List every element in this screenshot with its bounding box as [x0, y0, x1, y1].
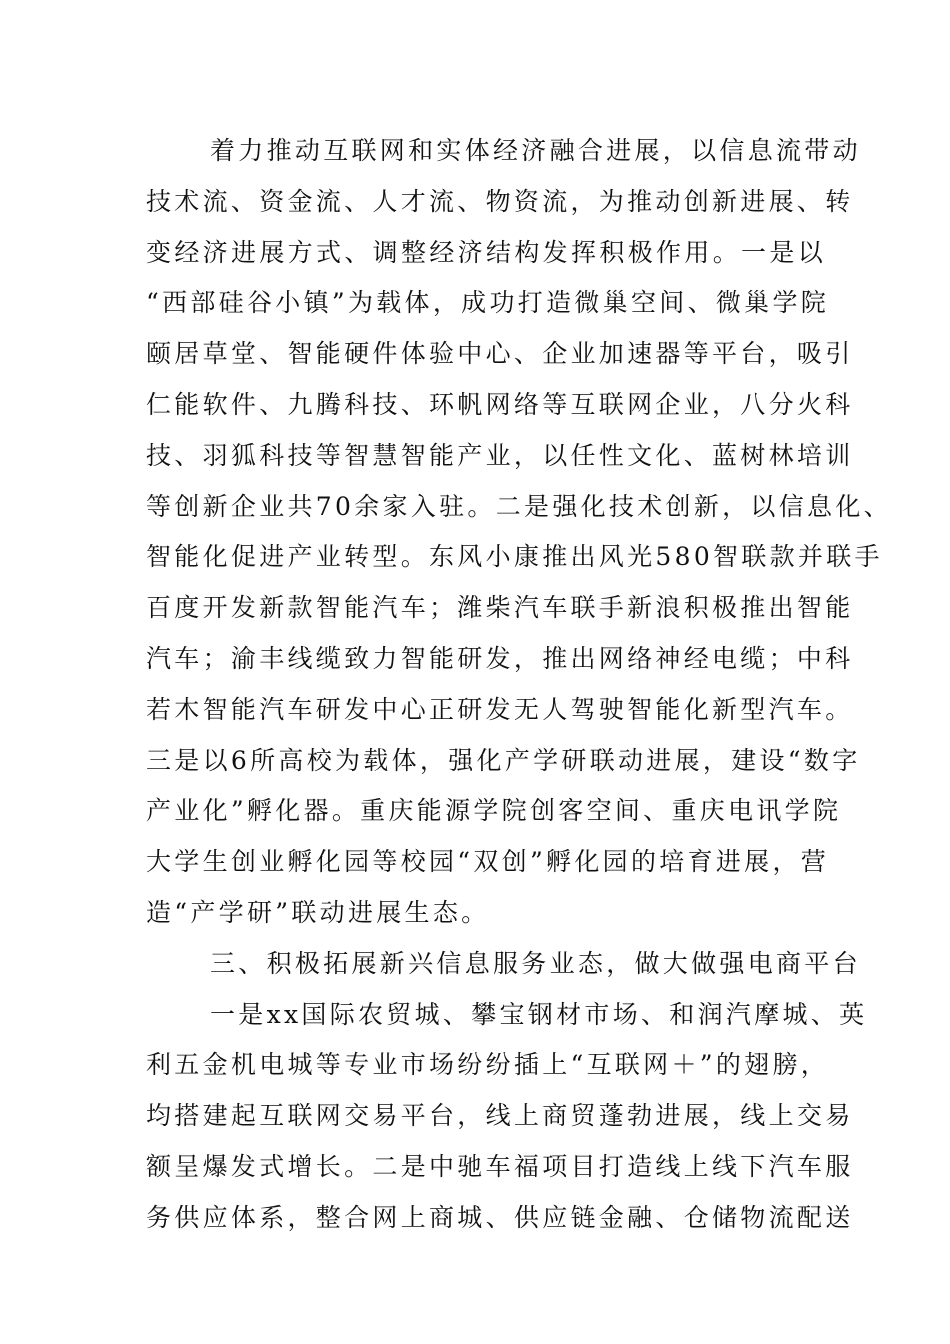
paragraph-line: 仁能软件、九腾科技、环帆网络等互联网企业，八分火科	[146, 389, 854, 419]
paragraph-line: 三是以6所高校为载体，强化产学研联动进展，建设“数字	[146, 745, 861, 775]
document-body	[146, 126, 892, 1244]
paragraph-line: 造“产学研”联动进展生态。	[146, 897, 490, 927]
paragraph-line: 着力推动互联网和实体经济融合进展，以信息流带动	[210, 136, 861, 165]
paragraph-line: 汽车；渝丰线缆致力智能研发，推出网络神经电缆；中科	[146, 643, 854, 673]
paragraph-line: 百度开发新款智能汽车；潍柴汽车联手新浪积极推出智能	[146, 593, 854, 623]
paragraph-line: 务供应体系，整合网上商城、供应链金融、仓储物流配送	[146, 1202, 854, 1232]
paragraph-line: 产业化”孵化器。重庆能源学院创客空间、重庆电讯学院	[146, 796, 842, 826]
paragraph-line: 利五金机电城等专业市场纷纷插上“互联网＋”的翅膀，	[146, 1050, 830, 1080]
paragraph-line: 技、羽狐科技等智慧智能产业，以任性文化、蓝树林培训	[146, 440, 854, 470]
paragraph-line: 颐居草堂、智能硬件体验中心、企业加速器等平台，吸引	[146, 339, 854, 369]
paragraph-line: 额呈爆发式增长。二是中驰车福项目打造线上线下汽车服	[146, 1151, 854, 1181]
paragraph-line: 若木智能汽车研发中心正研发无人驾驶智能化新型汽车。	[146, 694, 854, 724]
paragraph-line: 技术流、资金流、人才流、物资流，为推动创新进展、转	[146, 186, 854, 216]
paragraph-line: 大学生创业孵化园等校园“双创”孵化园的培育进展，营	[146, 847, 830, 877]
paragraph-line: “西部硅谷小镇”为载体，成功打造微巢空间、微巢学院	[146, 288, 830, 318]
paragraph-line: 均搭建起互联网交易平台，线上商贸蓬勃进展，线上交易	[146, 1101, 854, 1131]
section-heading: 三、积极拓展新兴信息服务业态，做大做强电商平台	[210, 948, 861, 978]
paragraph-line: 一是xx国际农贸城、攀宝钢材市场、和润汽摩城、英	[210, 999, 868, 1029]
paragraph-line: 变经济进展方式、调整经济结构发挥积极作用。一是以	[146, 237, 826, 267]
paragraph-line: 等创新企业共70余家入驻。二是强化技术创新，以信息化、	[146, 491, 892, 521]
paragraph-line: 智能化促进产业转型。东风小康推出风光580智联款并联手	[146, 542, 883, 572]
